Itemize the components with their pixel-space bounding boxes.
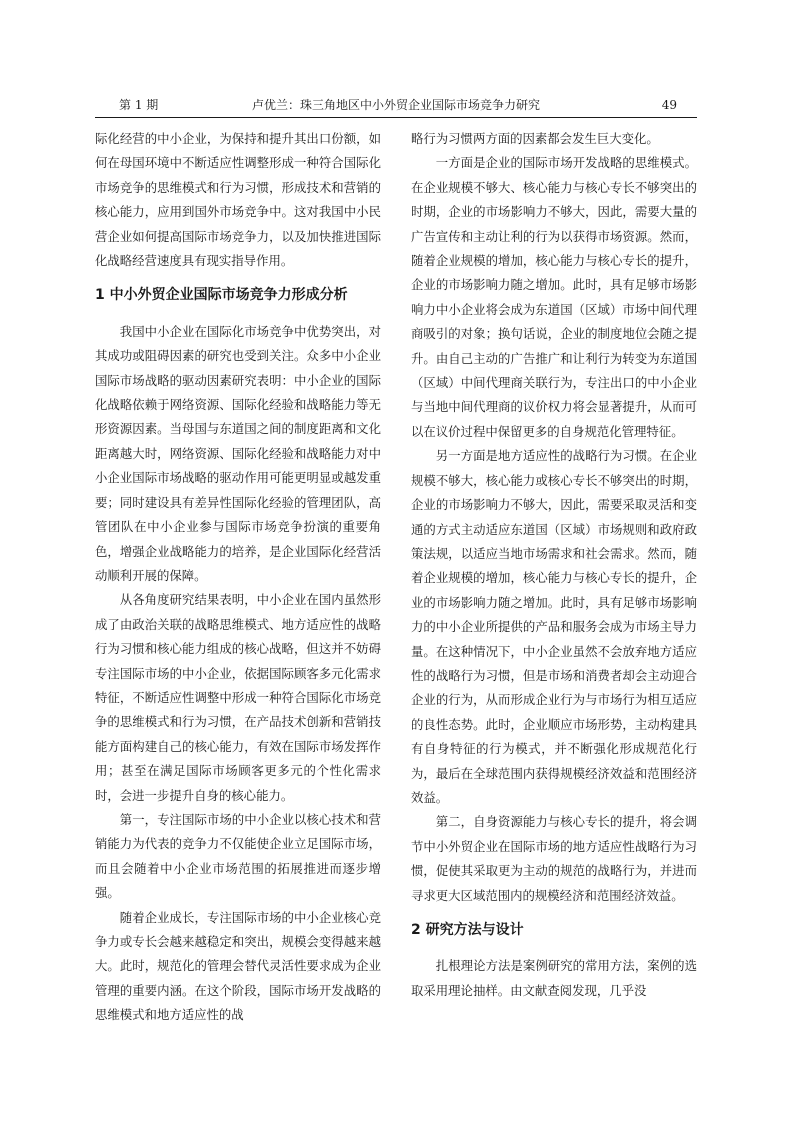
right-column (411, 127, 697, 1003)
section-heading: 1 中小外贸企业国际市场竞争力形成分析 (95, 287, 348, 304)
paragraph: 扎根理论方法是案例研究的常用方法，案例的选取采用理论抽样。由文献查阅发现，几乎没 (411, 958, 697, 998)
header-rule (95, 117, 697, 118)
paragraph: 一方面是企业的国际市场开发战略的思维模式。在企业规模不够大、核心能力与核心专长不够突出的时期，企业的市场影响力不够大，因此，需要大量的广告宣传和主动让利的行为以获得市场资源。然而，随着企业规模的增加，核心能力与核心专长的提升，企业的市场影响力随之增加。此时，具有足够市场影响力中小企业将会成为东道国（区域）市场中间代理商吸引的对象；换句话说，企业的制度地位会随之提升。由自己主动的广告推广和让利行为转变为东道国（区域）中间代理商关联行为，专注出口的中小企业与当地中间代理商的议价权力将会显著提升，从而可以在议价过程中保留更多的自身规范化管理特征。 (411, 155, 697, 439)
running-header (95, 95, 697, 115)
paragraph: 略行为习惯两方面的因素都会发生巨大变化。 (411, 131, 659, 146)
running-title: 卢优兰：珠三角地区中小外贸企业国际市场竞争力研究 (251, 98, 540, 112)
paragraph: 从各角度研究结果表明，中小企业在国内虽然形成了由政治关联的战略思维模式、地方适应性的战略行为习惯和核心能力组成的核心战略，但这并不妨碍专注国际市场的中小企业，依据国际顾客多元化需求特征，不断适应性调整中形成一种符合国际化市场竞争的思维模式和行为习惯，在产品技术创新和营销技能方面构建自己的核心能力，有效在国际市场发挥作用；甚至在满足国际市场顾客更多元的个性化需求时，会进一步提升自身的核心能力。 (95, 592, 381, 803)
paragraph: 随着企业成长，专注国际市场的中小企业核心竞争力或专长会越来越稳定和突出，规模会变得越来越大。此时，规范化的管理会替代灵活性要求成为企业管理的重要内涵。在这个阶段，国际市场开发战略的思维模式和地方适应性的战 (95, 909, 381, 1023)
paragraph: 我国中小企业在国际化市场竞争中优势突出，对其成功或阻碍因素的研究也受到关注。众多中小企业国际市场战略的驱动因素研究表明：中小企业的国际化战略依赖于网络资源、国际化经验和战略能力等无形资源因素。当母国与东道国之间的制度距离和文化距离越大时，网络资源、国际化经验和战略能力对中小企业国际市场战略的驱动作用可能更明显或越发重要；同时建设具有差异性国际化经验的管理团队，高管团队在中小企业参与国际市场竞争扮演的重要角色，增强企业战略能力的培养，是企业国际化经营活动顺利开展的保障。 (95, 323, 381, 583)
paragraph: 另一方面是地方适应性的战略行为习惯。在企业规模不够大，核心能力或核心专长不够突出的时期，企业的市场影响力不够大，因此，需要采取灵活和变通的方式主动适应东道国（区域）市场规则和政府政策法规，以适应当地市场需求和社会需求。然而，随着企业规模的增加，核心能力与核心专长的提升，企业的市场影响力随之增加。此时，具有足够市场影响力的中小企业所提供的产品和服务会成为市场主导力量。在这种情况下，中小企业虽然不会放弃地方适应性的战略行为习惯，但是市场和消费者却会主动迎合企业的行为，从而形成企业行为与市场行为相互适应的良性态势。此时，企业顺应市场形势，主动构建具有自身特征的行为模式，并不断强化形成规范化行为，最后在全球范围内获得规模经济效益和范围经济效益。 (411, 448, 697, 805)
paragraph: 第一，专注国际市场的中小企业以核心技术和营销能力为代表的竞争力不仅能使企业立足国际市场，而且会随着中小企业市场范围的拓展推进而逐步增强。 (95, 811, 381, 901)
section-heading: 2 研究方法与设计 (411, 922, 524, 938)
paragraph: 际化经营的中小企业，为保持和提升其出口份额，如何在母国环境中不断适应性调整形成一种符合国际化市场竞争的思维模式和行为习惯，形成技术和营销的核心能力，应用到国外市场竞争中。这对我国中小民营企业如何提高国际市场竞争力，以及加快推进国际化战略经营速度具有现实指导作用。 (95, 131, 381, 269)
left-column (95, 127, 381, 1028)
paragraph: 第二，自身资源能力与核心专长的提升，将会调节中小外贸企业在国际市场的地方适应性战略行为习惯，促使其采取更为主动的规范的战略行为，并进而寻求更大区域范围内的规模经济和范围经济效益。 (411, 814, 697, 903)
page-number: 49 (661, 98, 677, 112)
issue-number: 第 1 期 (119, 98, 159, 112)
